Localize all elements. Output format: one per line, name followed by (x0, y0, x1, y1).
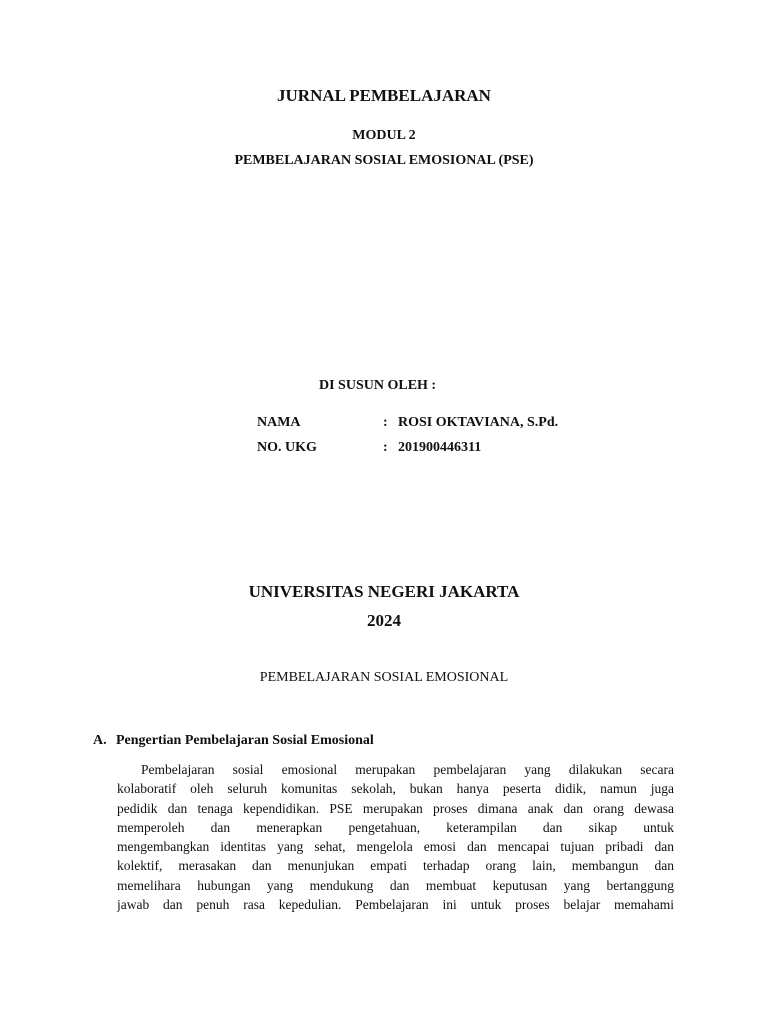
paragraph-line: kolektif, merasakan dan menunjukan empati terhadap orang lain, membangun dan (117, 858, 674, 874)
section-title: PEMBELAJARAN SOSIAL EMOSIONAL (259, 670, 509, 685)
heading-letter: A. (93, 733, 107, 748)
heading-text: Pengertian Pembelajaran Sosial Emosional (116, 733, 374, 748)
paragraph-line: Pembelajaran sosial emosional merupakan pembelajaran yang dilakukan secara (141, 762, 674, 777)
section-heading-a (93, 733, 374, 749)
ukg-label: NO. UKG (257, 440, 317, 455)
paragraph-line: pedidik dan tenaga kependidikan. PSE merupakan proses dimana anak dan orang dewasa (117, 800, 674, 816)
ukg-field-row (257, 440, 481, 456)
module-subtitle: PEMBELAJARAN SOSIAL EMOSIONAL (PSE) (234, 153, 534, 168)
body-paragraph (117, 760, 674, 914)
ukg-value: 201900446311 (398, 440, 482, 455)
ukg-separator: : (383, 440, 388, 455)
journal-title: JURNAL PEMBELAJARAN (277, 86, 491, 105)
name-separator: : (383, 415, 388, 430)
prepared-by-label: DI SUSUN OLEH : (319, 378, 437, 393)
university-name: UNIVERSITAS NEGERI JAKARTA (248, 582, 520, 601)
name-value: ROSI OKTAVIANA, S.Pd. (398, 415, 559, 430)
paragraph-line: kolaboratif oleh seluruh komunitas sekolah, bukan hanya peserta didik, namun juga (117, 781, 674, 797)
paragraph-line: memperoleh dan menerapkan pengetahuan, keterampilan dan sikap untuk (117, 819, 674, 835)
year: 2024 (367, 611, 401, 630)
paragraph-line: mengembangkan identitas yang sehat, mengelola emosi dan mencapai tujuan pribadi dan (117, 839, 674, 855)
name-label: NAMA (257, 415, 301, 430)
name-field-row (257, 415, 558, 431)
paragraph-line: jawab dan penuh rasa kepedulian. Pembelajaran ini untuk proses belajar memahami (117, 897, 674, 913)
module-number: MODUL 2 (352, 128, 416, 143)
paragraph-line: memelihara hubungan yang mendukung dan membuat keputusan yang bertanggung (117, 877, 674, 893)
